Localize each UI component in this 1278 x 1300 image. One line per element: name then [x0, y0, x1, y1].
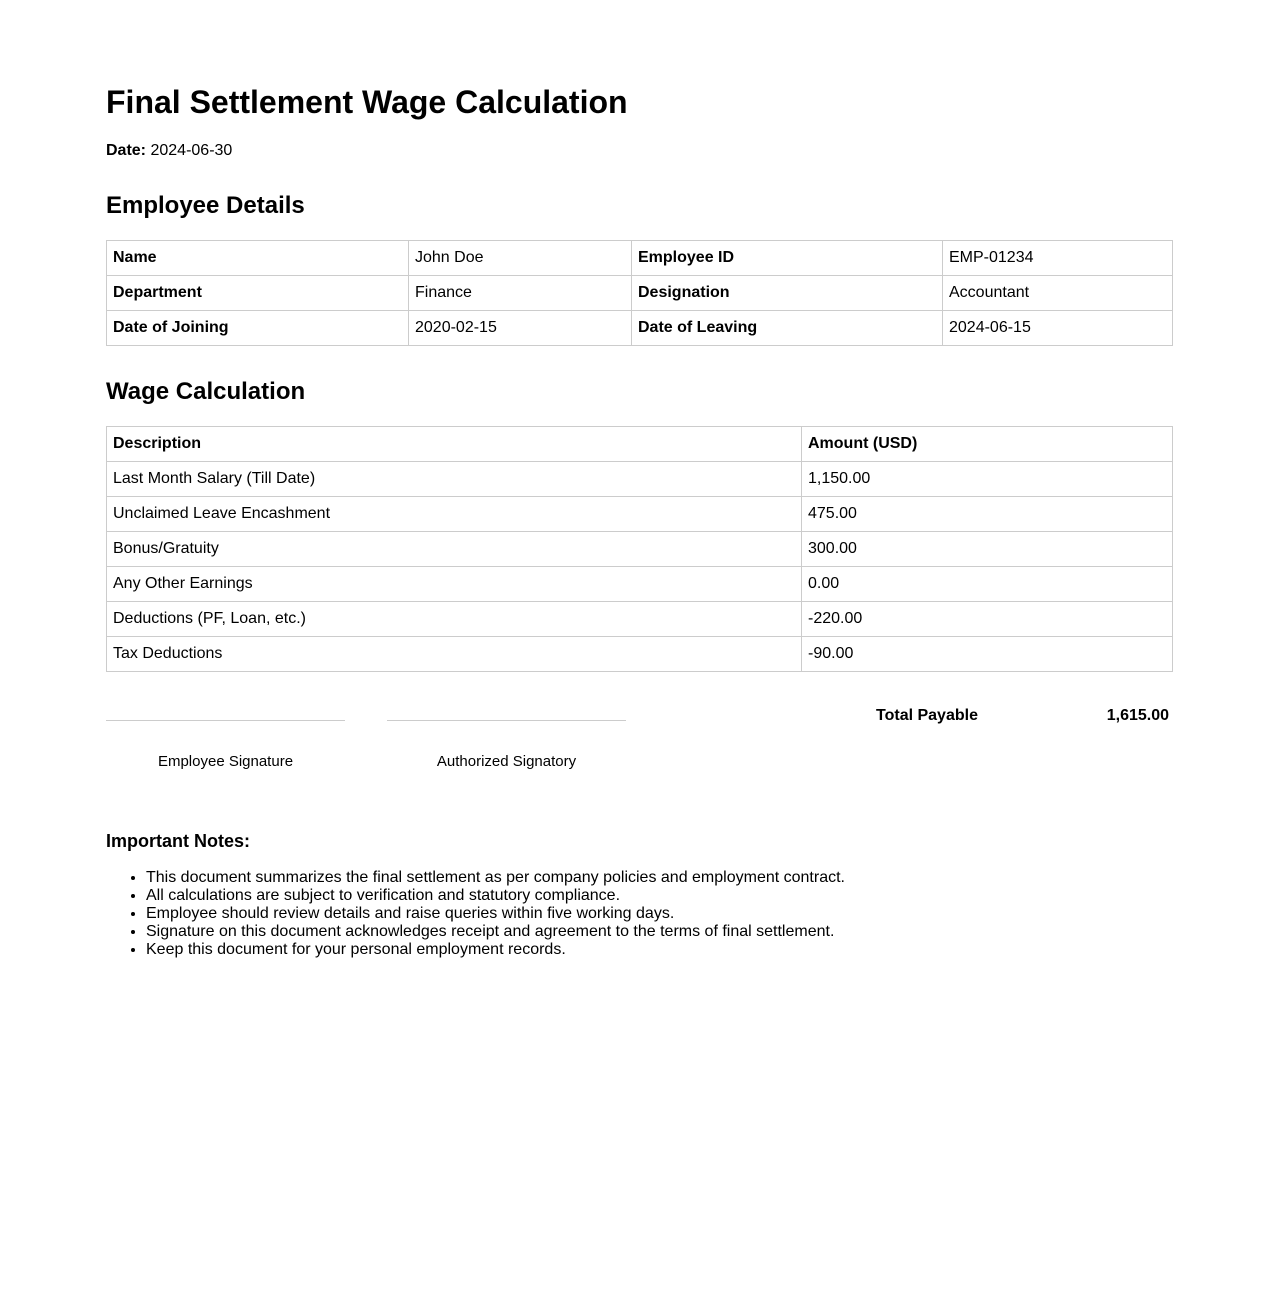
designation-value: Accountant [943, 276, 1173, 311]
list-item: • Signature on this document acknowledges receipt and agreement to the terms of final settlement. [146, 923, 845, 941]
notes-list [106, 869, 845, 959]
row-amount: 1,150.00 [802, 462, 1173, 497]
date-label: Date: [106, 142, 147, 159]
row-amount: 475.00 [802, 497, 1173, 532]
table-row [107, 311, 1173, 346]
list-item: • Employee should review details and raise queries within five working days. [146, 905, 845, 923]
designation-label: Designation [632, 276, 943, 311]
row-description: Last Month Salary (Till Date) [107, 462, 802, 497]
document-title: Final Settlement Wage Calculation [106, 84, 628, 120]
date-of-joining-label: Date of Joining [107, 311, 409, 346]
row-description: Tax Deductions [107, 637, 802, 672]
employee-details-table [106, 240, 1173, 346]
list-item: • All calculations are subject to verification and statutory compliance. [146, 887, 845, 905]
table-row [107, 462, 1173, 497]
employee-id-value: EMP-01234 [943, 241, 1173, 276]
row-amount: -90.00 [802, 637, 1173, 672]
date-value: 2024-06-30 [150, 142, 233, 159]
table-row [107, 602, 1173, 637]
table-row [107, 276, 1173, 311]
authorized-signatory-line [387, 720, 626, 721]
description-column-header: Description [107, 427, 802, 462]
date-of-joining-value: 2020-02-15 [409, 311, 632, 346]
department-label: Department [107, 276, 409, 311]
employee-signature-line [106, 720, 345, 721]
name-value: John Doe [409, 241, 632, 276]
row-description: Deductions (PF, Loan, etc.) [107, 602, 802, 637]
table-row [107, 532, 1173, 567]
employee-id-label: Employee ID [632, 241, 943, 276]
row-amount: -220.00 [802, 602, 1173, 637]
list-item: • Keep this document for your personal employment records. [146, 941, 845, 959]
authorized-signatory-label: Authorized Signatory [436, 753, 577, 770]
amount-column-header: Amount (USD) [802, 427, 1173, 462]
table-header-row [107, 427, 1173, 462]
wage-calculation-heading: Wage Calculation [106, 378, 306, 405]
row-description: Unclaimed Leave Encashment [107, 497, 802, 532]
list-item: • This document summarizes the final settlement as per company policies and employment contract. [146, 869, 845, 887]
notes-heading: Important Notes: [106, 831, 250, 851]
total-payable-value: 1,615.00 [1106, 707, 1169, 724]
row-amount: 300.00 [802, 532, 1173, 567]
row-amount: 0.00 [802, 567, 1173, 602]
total-payable-label: Total Payable [876, 707, 978, 724]
table-row [107, 497, 1173, 532]
name-label: Name [107, 241, 409, 276]
employee-signature-label: Employee Signature [157, 753, 294, 770]
table-row [107, 567, 1173, 602]
employee-details-heading: Employee Details [106, 192, 305, 219]
document-date [106, 141, 232, 161]
row-description: Any Other Earnings [107, 567, 802, 602]
table-row [107, 637, 1173, 672]
row-description: Bonus/Gratuity [107, 532, 802, 567]
table-row [107, 241, 1173, 276]
date-of-leaving-value: 2024-06-15 [943, 311, 1173, 346]
wage-calculation-table [106, 426, 1173, 672]
date-of-leaving-label: Date of Leaving [632, 311, 943, 346]
department-value: Finance [409, 276, 632, 311]
